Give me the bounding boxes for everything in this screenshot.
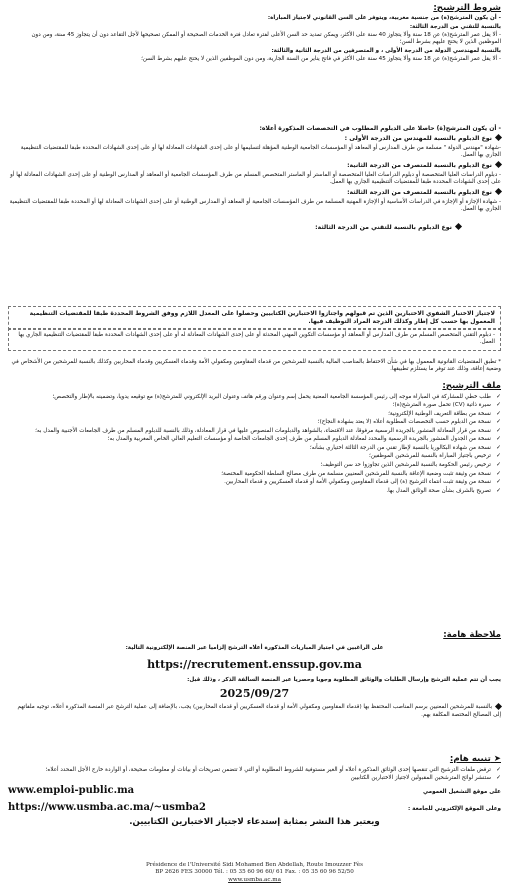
list-item-text: ترخيص باجتياز المباراة بالنسبة للمرشحين الموظفين؛ — [369, 453, 491, 460]
warning-section — [8, 754, 501, 828]
list-item-text: نسخة من بطاقة التعريف الوطنية الإلكترونية؛ — [388, 410, 491, 417]
notes-heading: ملاحظة هامة: — [443, 630, 501, 640]
age-text-tech3: - ألا يقل عمر المترشح(ة) عن 18 سنة وألا يتجاوز 40 سنة على الأكثر، ويمكن تمديد حد السن الأعلى لفترة تعادل فترة الخدمات الصحيحة أو الممكن تصحيحها لأجل التقاعد دون أن يتجاوز 45 سنة، ومن دون الموظفين الذين لا يحتج عليهم بشرط السن؛ — [31, 32, 501, 46]
age-text-eng: - ألا يقل عمر المترشح(ة) عن 18 سنة وألا يتجاوز 45 سنة على الأكثر في فاتح يناير من السنة الجارية، ومن دون الموظفين الذين لا يحتج عليهم بشرط السن؛ — [141, 56, 501, 63]
checkmark-icon: ✓ — [496, 775, 501, 782]
univ-url[interactable]: https://www.usmba.ac.ma/~usmba2 — [8, 801, 206, 813]
recruitment-url[interactable]: https://recrutement.enssup.gov.ma — [147, 657, 362, 671]
checkmark-icon: ✓ — [496, 410, 501, 417]
diamond-bullet-icon — [495, 703, 502, 710]
diploma-eng-heading: نوع الدبلوم بالنسبة للمهندس من الدرجة الأولى : — [8, 135, 501, 143]
conditions-heading: شروط الترشيح: — [433, 3, 501, 13]
file-heading: ملف الترشيح: — [442, 381, 501, 391]
oral-note-box — [8, 306, 501, 330]
list-item — [8, 428, 501, 435]
diploma-admin3-text: - شهادة الإجازة أو الإجازة في الدراسات الأساسية أو الإجازة المهنية المسلمة من طرف المؤسسات الجامعية أو المعاهد أو المدارس الوطنية أو على إحدى الشهادات المعادلة لها أو المحددة طبقا للمقتضيات التنظيمية الجاري بها العمل. — [9, 198, 501, 213]
list-item — [8, 775, 501, 782]
footer-address: Présidence de l'Université Sidi Mohamed Ben Abdellah, Route Imouzzer Fès — [146, 862, 363, 868]
checkmark-icon: ✓ — [496, 444, 501, 451]
platform-text: على الراغبين في اجتياز المباريات المذكورة أعلاه الترشح إلزاميا عبر المنصة الإلكترونية التالية: — [125, 645, 384, 652]
diamond-bullet-icon — [495, 134, 502, 141]
list-item-text: نسخة من الدبلوم حسب التخصصات المطلوبة أعلاه (لا يعتد بشهادة النجاح)؛ — [317, 419, 491, 426]
deadline-text: يجب أن تتم عملية الترشح وإرسال الطلبات والوثائق المطلوبة وجوبا وحصريا عبر المنصة السالفة الذكر ، وذلك قبل: — [187, 677, 501, 684]
list-item-text: ترخيص رئيس الحكومة بالنسبة للمرشحين الذين تجاوزوا حد سن التوظيف؛ — [320, 462, 491, 469]
nationality-condition: - أن يكون المترشح(ة) من جنسية مغربية، ويتوفر على السن القانوني لاجتياز المباراة: — [267, 15, 501, 22]
list-item — [8, 419, 501, 426]
diamond-bullet-icon — [495, 161, 502, 168]
deadline-date: 2025/09/27 — [219, 686, 290, 700]
age-heading-tech3: بالنسبة للتقني من الدرجة الثالثة: — [409, 23, 501, 30]
closing-note: ويعتبر هذا النشر بمثابة إستدعاء لاجتياز الاختبارين الكتابيين. — [129, 816, 380, 827]
checkmark-icon: ✓ — [496, 766, 501, 773]
list-item-text: نسخة من قرار المعادلة المنشور بالجريدة الرسمية مرفوقا، عند الاقتضاء، بالشواهد والدبلومات المنصوص عليها في قرار المعادلة، وذلك بالنسبة للدبلوم المسلم من طرف الجامعات الأجنبية والمدل به؛ — [35, 427, 491, 434]
diamond-bullet-icon — [455, 223, 462, 230]
notes-section — [8, 630, 501, 720]
checkmark-icon: ✓ — [496, 462, 501, 469]
file-section — [8, 381, 501, 496]
diploma-admin3-heading: نوع الدبلوم بالنسبة للمتصرف من الدرجة الثالثة: — [8, 189, 501, 197]
footer-website[interactable]: www.usmba.ac.ma — [228, 876, 281, 883]
list-item-text: نسخة من وثيقة تثبت وضعية الإعاقة بالنسبة للمرشحين المعنيين مسلمة من طرف مصالح السلطة الحكومية المختصة؛ — [221, 470, 491, 477]
list-item — [8, 767, 501, 774]
checkmark-icon: ✓ — [496, 453, 501, 460]
diploma-eng-text: -شهادة "مهندس الدولة " مسلمة من طرف المدارس أو المعاهد أو المؤسسات الجامعية الوطنية المؤهلة لتسليمها أو على إحدى الشهادات المعادلة لها أو على إحدى الشهادات المحددة طبقا للمقتضيات التنظيمية الجاري بها العمل. — [20, 145, 501, 159]
site-url[interactable]: www.emploi-public.ma — [8, 785, 135, 797]
list-item-text: تصريح بالشرف بشأن صحة الوثائق المدل بها. — [386, 487, 491, 494]
checkmark-icon: ✓ — [496, 419, 501, 426]
warning-list — [8, 767, 501, 783]
list-item — [8, 479, 501, 486]
checkmark-icon: ✓ — [496, 479, 501, 486]
arrow-bullet-icon: ➤ — [490, 754, 501, 764]
tech-diploma-box — [8, 328, 501, 351]
oral-note: لاجتياز الاختبار الشفوي الاختبارين الذين تم قبولهم واجتازوا الاختبارين الكتابيين وحصلوا على المعدل اللازم ووفق الشروط المحددة طبقا للمقتضيات التنظيمية المعمول بها حسب كل إطار وكذلك الدرجة المراد التوظيف فيها. — [29, 310, 495, 325]
list-item-text: ترفض ملفات الترشيح التي تنقصها إحدى الوثائق المذكورة أعلاه أو الغير مستوفية للشروط المطلوبة أو التي لا تتضمن تصريحات أو بيانات أو معلومات صحيحة، أو الواردة خارج الأجل المحدد أعلاه؛ — [45, 766, 491, 773]
list-item-text: نسخة من الجدول المنشور بالجريدة الرسمية والمحدد لمعادلة الدبلوم المسلم من طرف إحدى الجامعات الخاصة أو مؤسسات التعليم العالي الخاص المغربية والمدل به؛ — [107, 436, 491, 443]
site-row — [8, 784, 501, 797]
list-item-text: نسخة من شهادة البكالوريا بالنسبة لإطار تقني من الدرجة الثالثة اختياري بشأنه؛ — [309, 444, 491, 451]
list-item-text: ستنشر لوائح المترشحين المقبولين لاجتياز الاختبارين الكتابيين — [350, 775, 491, 782]
univ-row — [8, 801, 501, 814]
diploma-admin2-text: - دبلوم الدراسات العليا المتخصصة أو دبلوم الدراسات العليا المتخصصة أو الماستر أو الماستر المتخصص المسلم من طرف المؤسسات الجامعية أو المعاهد أو المدارس الوطنية أو على إحدى الشهادات المعادلة لها أو على إحدى الشهادات المحددة طبقا للمقتضيات التنظيمية الجاري بها العمل. — [10, 172, 501, 186]
univ-label: وعلى الموقع الإلكتروني للجامعة : — [408, 805, 501, 812]
diamond-bullet-icon — [495, 188, 502, 195]
site-label: على موقع التشغيل العمومي — [422, 789, 501, 796]
list-item — [8, 462, 501, 469]
list-item — [8, 488, 501, 495]
list-item-text: سيرة ذاتية (CV) تحمل صورة المترشح(ة)؛ — [392, 402, 491, 409]
list-item-text: طلب خطي للمشاركة في المباراة موجه إلى رئيس المؤسسة الجامعية المعنية يحمل إسم وعنوان ورقم هاتف وعنوان البريد الإلكتروني للمترشح(ة) مع توقيعه يدويا، وتضمينه بالإطار والتخصص؛ — [52, 393, 491, 400]
list-item — [8, 445, 501, 452]
footer-contacts: BP 2626 FES 30000 Tél. : 05 35 60 96 60/ 61 Fax. : 05 35 60 96 52/50 — [155, 869, 354, 876]
list-item — [8, 436, 501, 443]
list-item — [8, 471, 501, 478]
tech-diploma-text: - دبلوم التقني المتخصص المسلم من طرف المدارس أو المعاهد أو مؤسسات التكوين المهني المحدثة أو على إحدى الشهادات المعادلة له أو على إحدى الشهادات المحددة طبقا للمقتضيات التنظيمية الجاري بها العمل. — [18, 332, 495, 346]
footer — [8, 862, 501, 884]
checkmark-icon: ✓ — [496, 402, 501, 409]
diploma-condition: - أن يكون المترشح(ة) حاصلا على الدبلوم المطلوب في التخصصات المذكورة أعلاه: — [259, 125, 501, 132]
checkmark-icon: ✓ — [496, 470, 501, 477]
diploma-section — [8, 124, 501, 234]
checkmark-icon: ✓ — [496, 436, 501, 443]
lottery-text: بالنسبة للمرشحين المعنيين برسم المناصب المحتفظ بها (قدماء المقاومين ومكفولي الأمة أو قدماء العسكريين أو قدماء المحاربين) يجب، بالإضافة إلى عملية الترشح عبر المنصة المذكورة أعلاه، توجيه ملفاتهم إلى المصالح المختصة المكلفة بهم. — [17, 704, 501, 718]
list-item — [8, 411, 501, 418]
quota-note: * تطبق المقتضيات القانونية المعمول بها في شأن الاحتفاظ بالمناصب المالية بالنسبة للمرشحين من قدماء المقاومين ومكفولي الأمة وقدماء العسكريين وقدماء المحاربين وكذلك بالنسبة للمرشحين من الأشخاص في وضعية إعاقة، وذلك عند توفر ما يستلزم تطبيقها. — [11, 359, 501, 373]
list-item-text: نسخة من وثيقة تثبت انتماء الترشيح (ة) إلى قدماء المقاومين ومكفولي الأمة أو قدماء العسكريين و قدماء المحاربين. — [224, 479, 491, 486]
list-item — [8, 453, 501, 460]
checkmark-icon: ✓ — [496, 393, 501, 400]
list-item — [8, 402, 501, 409]
diploma-tech3-heading: نوع الدبلوم بالنسبة للتقني من الدرجة الثالثة: — [8, 224, 461, 232]
diploma-admin2-heading: نوع الدبلوم بالنسبة للمتصرف من الدرجة الثانية: — [8, 162, 501, 170]
file-list — [8, 394, 501, 496]
checkmark-icon: ✓ — [496, 487, 501, 494]
list-item — [8, 394, 501, 401]
checkmark-icon: ✓ — [496, 427, 501, 434]
warning-heading: ➤ تنبيه هام: — [449, 754, 501, 764]
age-heading-eng: بالنسبة لمهندسي الدولة من الدرجة الأولى ، و المتصرفين من الدرجة الثانية والثالثة: — [271, 47, 501, 54]
conditions-section — [8, 3, 501, 65]
